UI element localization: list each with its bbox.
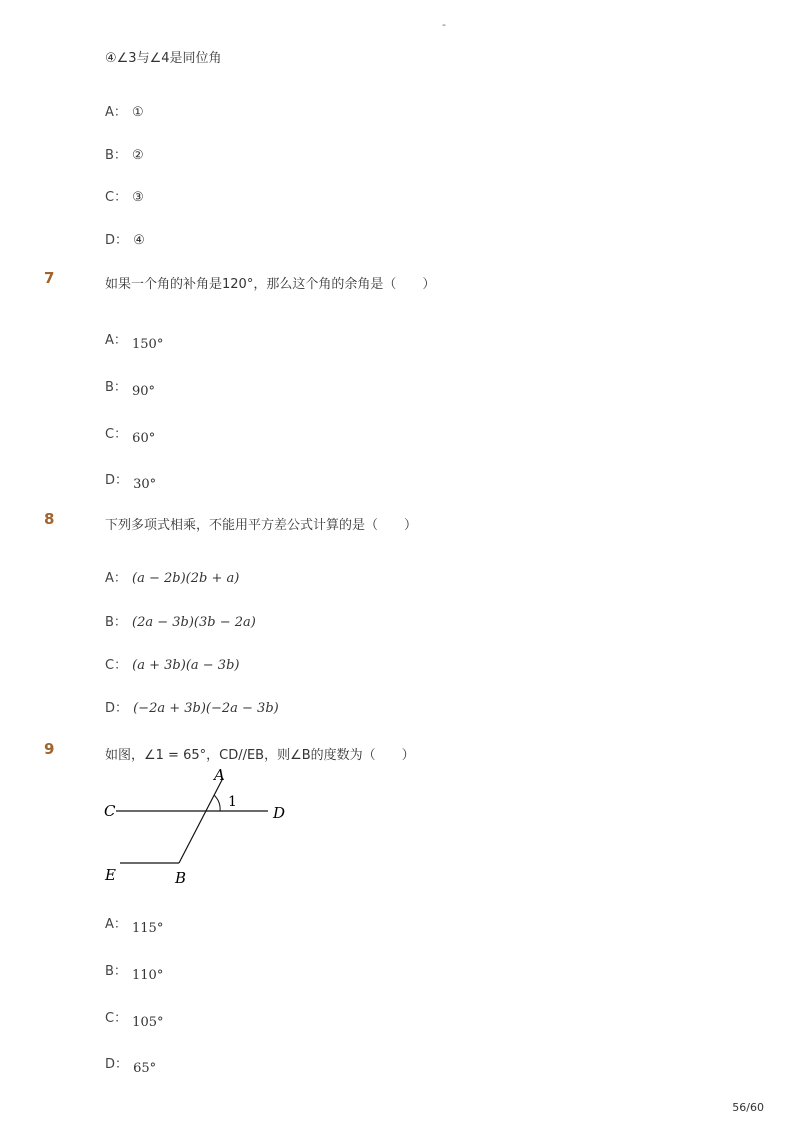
option-value: (2a − 3b)(3b − 2a)	[132, 615, 256, 630]
option-letter: A：	[105, 917, 127, 932]
option-letter: D：	[105, 233, 129, 248]
option-value: 105°	[132, 1015, 164, 1030]
q9-option-b[interactable]	[105, 960, 164, 983]
q8-option-d[interactable]	[105, 697, 279, 716]
point-label-e: E	[105, 866, 116, 884]
option-letter: A：	[105, 105, 127, 120]
q6-option-c[interactable]	[105, 186, 144, 205]
point-label-d: D	[273, 804, 286, 822]
option-value: 150°	[132, 337, 164, 352]
option-letter: C：	[105, 658, 128, 673]
parallel-lines-figure	[100, 766, 300, 890]
q6-option-d[interactable]	[105, 229, 145, 248]
angle-label-1: 1	[228, 794, 237, 810]
q6-option-b[interactable]	[105, 144, 144, 163]
option-letter: B：	[105, 380, 127, 395]
page-number: 56/60	[732, 1101, 764, 1114]
q8-text: 下列多项式相乘，不能用平方差公式计算的是（ ）	[105, 518, 418, 533]
option-letter: C：	[105, 427, 128, 442]
q6-option-a[interactable]	[105, 101, 144, 120]
q7-number: 7	[44, 269, 55, 287]
q7-option-d[interactable]	[105, 469, 157, 492]
option-letter: D：	[105, 1057, 129, 1072]
option-letter: A：	[105, 571, 127, 586]
q9-option-c[interactable]	[105, 1007, 164, 1030]
option-value: 90°	[132, 384, 156, 399]
q9-number: 9	[44, 740, 55, 758]
q8-option-a[interactable]	[105, 567, 239, 586]
option-value: (a − 2b)(2b + a)	[132, 571, 240, 586]
header-mark: -	[442, 18, 446, 31]
point-label-a: A	[214, 766, 225, 784]
q7-option-a[interactable]	[105, 329, 164, 352]
q7-option-b[interactable]	[105, 376, 156, 399]
option-value: ①	[132, 105, 144, 120]
option-letter: D：	[105, 473, 129, 488]
option-value: (a + 3b)(a − 3b)	[132, 658, 240, 673]
q7-text: 如果一个角的补角是120°，那么这个角的余角是（ ）	[105, 277, 436, 292]
option-value: ②	[132, 148, 144, 163]
option-letter: D：	[105, 701, 129, 716]
point-label-b: B	[175, 869, 187, 887]
option-value: ④	[133, 233, 145, 248]
option-value: 30°	[133, 477, 157, 492]
option-letter: B：	[105, 964, 127, 979]
option-letter: C：	[105, 1011, 128, 1026]
option-letter: B：	[105, 615, 127, 630]
angle-1-arc	[214, 795, 220, 811]
q8-option-c[interactable]	[105, 654, 239, 673]
point-label-c: C	[104, 802, 116, 820]
option-letter: A：	[105, 333, 127, 348]
option-value: 60°	[132, 431, 156, 446]
option-letter: B：	[105, 148, 127, 163]
option-value: (−2a + 3b)(−2a − 3b)	[133, 701, 279, 716]
q9-option-d[interactable]	[105, 1053, 157, 1076]
option-value: 110°	[132, 968, 164, 983]
transversal-ab	[179, 778, 223, 863]
option-value: 115°	[132, 921, 164, 936]
q8-option-b[interactable]	[105, 611, 256, 630]
q8-number: 8	[44, 510, 55, 528]
q9-option-a[interactable]	[105, 913, 164, 936]
option-letter: C：	[105, 190, 128, 205]
q9-text: 如图，∠1 = 65°，CD//EB，则∠B的度数为（ ）	[105, 748, 415, 763]
q6-statement: ④∠3与∠4是同位角	[105, 51, 222, 66]
option-value: ③	[132, 190, 144, 205]
option-value: 65°	[133, 1061, 157, 1076]
q7-option-c[interactable]	[105, 423, 156, 446]
